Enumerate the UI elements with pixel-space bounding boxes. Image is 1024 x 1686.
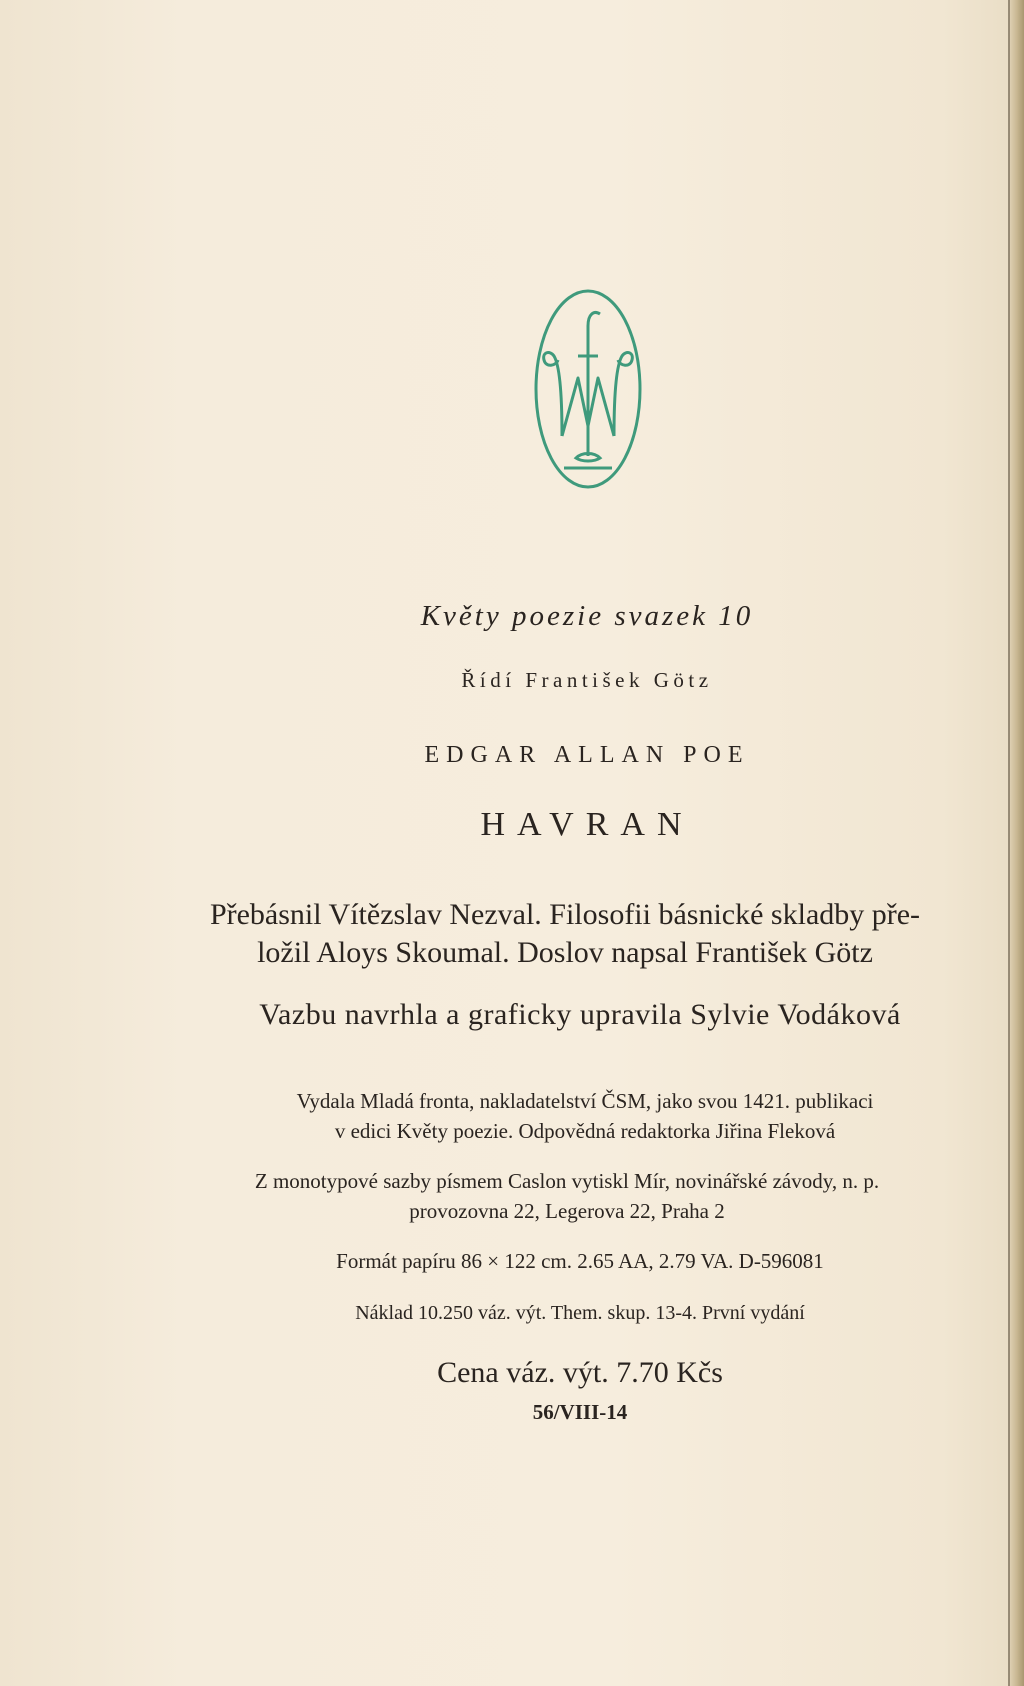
printer-info-line-2: provozovna 22, Legerova 22, Praha 2	[409, 1199, 725, 1223]
translation-credits	[115, 896, 1015, 972]
series-editor: Řídí František Götz	[461, 668, 713, 692]
printer-info-line-1: Z monotypové sazby písmem Caslon vytiskl Mír, novinářské závody, n. p.	[254, 1169, 880, 1193]
catalog-code: 56/VIII-14	[532, 1400, 628, 1424]
print-run: Náklad 10.250 váz. výt. Them. skup. 13-4. První vydání	[355, 1302, 805, 1324]
paper-format: Formát papíru 86 × 122 cm. 2.65 AA, 2.79 VA. D-596081	[336, 1249, 824, 1273]
publisher-info	[150, 1086, 1020, 1146]
series-volume: Květy poezie svazek 10	[420, 600, 754, 632]
design-credit: Vazbu navrhla a graficky upravila Sylvie Vodáková	[259, 998, 901, 1031]
printer-info	[110, 1166, 1024, 1226]
publisher-info-line-2: v edici Květy poezie. Odpovědná redaktorka Jiřina Fleková	[334, 1119, 836, 1143]
translation-credits-line-2: ložil Aloys Skoumal. Doslov napsal František Götz	[257, 936, 873, 969]
page-gutter	[1008, 0, 1024, 1686]
publisher-info-line-1: Vydala Mladá fronta, nakladatelství ČSM, jako svou 1421. publikaci	[296, 1089, 874, 1113]
translation-credits-line-1: Přebásnil Vítězslav Nezval. Filosofii básnické skladby pře-	[209, 898, 921, 931]
author-name: EDGAR ALLAN POE	[424, 742, 750, 768]
publisher-logo	[532, 286, 644, 492]
price: Cena váz. výt. 7.70 Kčs	[437, 1356, 723, 1389]
page-edge-line	[1008, 0, 1010, 1686]
book-title: HAVRAN	[480, 806, 694, 843]
